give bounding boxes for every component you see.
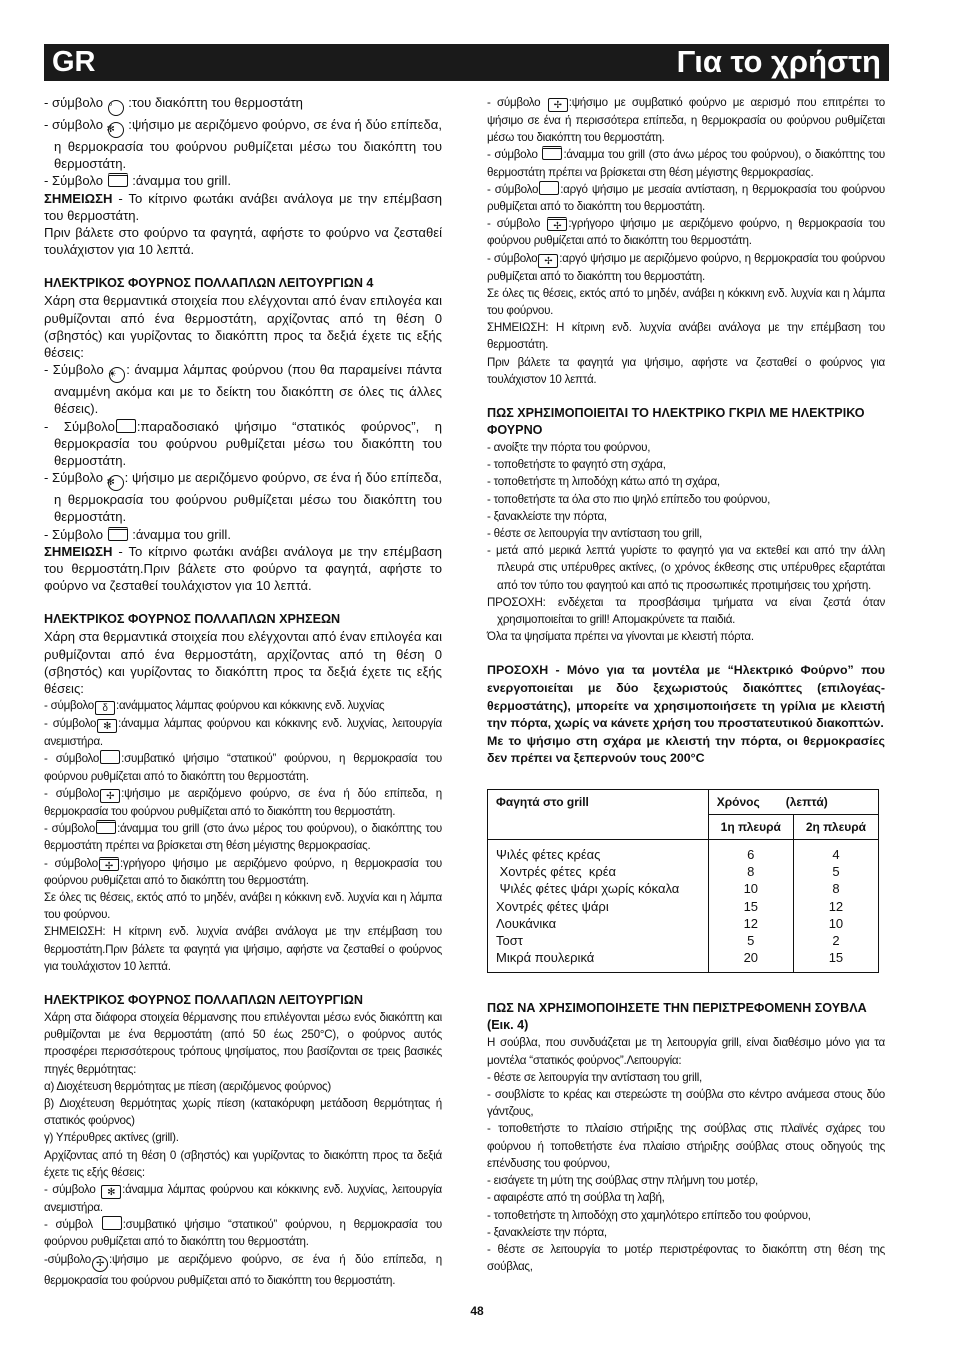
list-item: -σύμβολο ✢ :ψήσιμο με αεριζόμενο φούρνο, σε ένα ή δύο επίπεδα, η θερμοκρασία του φούρνου ρυθμίζεται από το διακόπτη του θερμοστάτη. — [44, 1252, 442, 1287]
fan-icon: ✻ — [97, 719, 117, 733]
list-item: - σύμβολ :συμβατικό ψήσιμο “στατικού” φούρνου, η θερμοκρασία του φούρνου ρυθμίζεται από το διακόπτη του θερμοστάτη. — [44, 1218, 443, 1249]
table-header-side2: 2η πλευρά — [793, 815, 878, 840]
list-item: - σύμβολο :αργό ψήσιμο με μεσαία αντίσταση, η θερμοκρασία του φούρνου ρυθμίζεται από το διακόπτη του θερμοστάτη. — [487, 182, 885, 214]
list-item: - τοποθετήστε τη λιποδόχη στο χαμηλότερο επίπεδο του φούρνου, — [487, 1208, 811, 1222]
table-row: Ψιλές φέτες ψάρι χωρίς κόκαλα 10 8 — [488, 880, 879, 897]
list-item: - Σύμβολο ☀ : άναμμα λάμπας φούρνου (που θα παραμείνει πάντα αναμμένη ακόμα και με το δείκτη του διακόπτη σε όλες τις άλλες θέσεις). — [44, 362, 442, 417]
fan-oven-icon: ✢ — [100, 789, 120, 803]
paragraph: Αρχίζοντας από τη θέση 0 (σβηστός) και γυρίζοντας το διακόπτη προς τα δεξιά έχετε τις εξής θέσεις: — [44, 1148, 442, 1179]
list-item: - τοποθετήστε το φαγητό στη σχάρα, — [487, 458, 666, 472]
paragraph: Χάρη στα διάφορα στοιχεία θέρμανσης που επιλέγονται μέσω ενός διακόπτη και ρυθμίζονται με ένα θερμοστάτη (από 50 έως 250°C), ο φούρνος αυτός προσφέρει περισσότερους τρόπους ψησίματος, που βασίζονται σε τρεις βασικές πηγές θερμότητας: — [44, 1010, 442, 1076]
list-item: - αφαιρέστε από τη σούβλα τη λαβή, — [487, 1191, 665, 1205]
list-item: - θέστε σε λειτουργία την αντίσταση του grill, — [487, 1070, 702, 1084]
section-heading: ΗΛΕΚΤΡΙΚΟΣ ΦΟΥΡΝΟΣ ΠΟΛΛΑΠΛΩΝ ΛΕΙΤΟΥΡΓΙΩΝ — [44, 992, 363, 1007]
left-column — [44, 94, 442, 1289]
list-item: - σύμβολο ✢ :ψήσιμο με αεριζόμενο φούρνο, σε ένα ή δύο επίπεδα, η θερμοκρασία του φούρνου ρυθμίζεται από το διακόπτη του θερμοστάτη. — [44, 786, 442, 818]
lamp-icon: ☀ — [109, 367, 125, 383]
paragraph: - σύμβολο ✻ :ψήσιμο με αεριζόμενο φούρνο, σε ένα ή δύο επίπεδα, η θερμοκρασία του φούρνου ρυθμίζεται μέσω του διακόπτη του θερμοστάτη. — [44, 117, 443, 172]
slow-fan-oven-icon: ✢ — [538, 254, 558, 268]
caution-paragraph: ΠΡΟΣΟΧΗ: ενδέχεται τα προσβάσιμα τμήματα να είναι ζεστά όταν χρησιμοποιείται το grill! Απομακρύνετε τα παιδιά. — [487, 595, 885, 627]
paragraph: Σε όλες τις θέσεις, εκτός από το μηδέν, ανάβει η κόκκινη ενδ. λυχνία και η λάμπα του φούρνου. — [487, 286, 885, 318]
list-item: - σύμβολο ✢ :ψήσιμο με συμβατικό φούρνο με αερισμό που επιτρέπει το ψήσιμο σε ένα ή περισσότερα επίπεδα, η θερμοκρασία ου φούρνου ρυθμίζεται μέσω του διακόπτη του θερμοστάτη. — [487, 96, 885, 145]
list-item: - Σύμβολο :παραδοσιακό ψήσιμο “στατικός φούρνος”, η θερμοκρασία του φούρνου ρυθμίζεται μέσω του διακόπτη του θερμοστάτη. — [44, 418, 442, 469]
note-paragraph: ΣΗΜΕΙΩΣΗ - Το κίτρινο φωτάκι ανάβει ανάλογα με την επέμβαση του θερμοστάτη.Πριν βάλετε στο φούρνο τα φαγητά, αφήστε το φούρνο να ζεσταθεί τουλάχιστον για 10 λεπτά. — [44, 543, 442, 594]
section-heading: ΠΩΣ ΝΑ ΧΡΗΣΙΜΟΠΟΙΗΣΕΤΕ ΤΗΝ ΠΕΡΙΣΤΡΕΦΟΜΕΝΗ ΣΟΥΒΛΑ (Εικ. 4) — [487, 1001, 867, 1033]
section-heading: ΠΩΣ ΧΡΗΣΙΜΟΠΟΙΕΙΤΑΙ ΤΟ ΗΛΕΚΤΡΙΚΟ ΓΚΡΙΛ ΜΕ ΗΛΕΚΤΡΙΚΟ ΦΟΥΡΝΟ — [487, 406, 865, 438]
fan-oven-icon: ✢ — [92, 1256, 108, 1272]
table-row: Χοντρές φέτες κρέα 8 5 — [488, 863, 879, 880]
list-item: - σουβλίστε το κρέας και στερεώστε τη σούβλα στο κέντρο ανάμεσα στους δύο γάντζους, — [487, 1088, 885, 1119]
list-item: - θέστε σε λειτουργία την αντίσταση του grill, — [487, 527, 702, 541]
list-item: β) Διοχέτευση θερμότητας χωρίς πίεση (κατακόρυφη μετάδοση θερμότητας ή στατικός φούρνος) — [44, 1096, 442, 1128]
paragraph: Σε όλες τις θέσεις, εκτός από το μηδέν, ανάβει η κόκκινη ενδ. λυχνία και η λάμπα του φούρνου. — [44, 890, 442, 922]
spit-steps — [487, 1069, 885, 1275]
page-title: Για το χρήστη — [676, 44, 881, 79]
paragraph: Χάρη στα θερμαντικά στοιχεία που ελέγχονται από έναν επιλογέα και ρυθμίζονται από ένα θερμοστάτη, αρχίζοντας από τη θέση 0 (σβηστός) και γυρίζοντας το διακόπτη προς τα δεξιά έχετε τις εξής θέσεις: — [44, 293, 442, 361]
grill-icon — [108, 173, 128, 187]
list-item: - σύμβολο ✢ :γρήγορο ψήσιμο με αεριζόμενο φούρνο, η θερμοκρασία του φούρνου ρυθμίζεται από το διακόπτη του θερμοστάτη. — [44, 856, 442, 887]
fast-fan-oven-icon: ✢ — [99, 857, 119, 871]
section-heading: ΗΛΕΚΤΡΙΚΟΣ ΦΟΥΡΝΟΣ ΠΟΛΛΑΠΛΩΝ ΧΡΗΣΕΩΝ — [44, 612, 341, 627]
grill-icon — [108, 527, 128, 541]
table-row: Χοντρές φέτες ψάρι 15 12 — [488, 898, 879, 915]
list-item: - σύμβολο ✢ :αργό ψήσιμο με αεριζόμενο φούρνο, η θερμοκρασία του φούρνου ρυθμίζεται από το διακόπτη του θερμοστάτη. — [487, 251, 885, 283]
table-header-side1: 1η πλευρά — [708, 815, 793, 840]
static-oven-icon — [100, 750, 120, 764]
list-item: - σύμβολο ✻ :άναμμα λάμπας φούρνου και κόκκινης ενδ. λυχνίας, λειτουργία ανεμιστήρα. — [44, 1182, 442, 1214]
grill-times-table — [487, 789, 879, 973]
bottom-heat-icon — [539, 181, 559, 195]
section-heading: ΗΛΕΚΤΡΙΚΟΣ ΦΟΥΡΝΟΣ ΠΟΛΛΑΠΛΩΝ ΛΕΙΤΟΥΡΓΙΩΝ 4 — [44, 276, 374, 291]
list-item: - τοποθετήστε τα όλα στο πιο ψηλό επίπεδο του φούρνου, — [487, 492, 771, 506]
table-row: Λουκάνικα 12 10 — [488, 915, 879, 932]
static-oven-icon — [102, 1216, 122, 1230]
list-item: - τοποθετήστε το πλαίσιο στήριξης της σούβλας στις πλαϊνές σχάρες του φούρνου ή τοποθετήστε ένα πλαίσιο στήριξης σούβλας στους οδηγούς της επένδυσης του φούρνου, — [487, 1122, 885, 1170]
paragraph: Η σούβλα, που συνδυάζεται με τη λειτουργία grill, είναι διαθέσιμο μόνο για τα μοντέλα “στατικός φούρνος”.Λειτουργία: — [487, 1036, 885, 1067]
list-item: - ανοίξτε την πόρτα του φούρνου, — [487, 441, 651, 455]
list-item: α) Διοχέτευση θερμότητας με πίεση (αεριζόμενος φούρνος) — [44, 1079, 331, 1093]
page-number: 48 — [470, 1304, 484, 1318]
grill-icon — [542, 146, 562, 160]
lamp-icon: δ — [95, 701, 115, 715]
list-item: - σύμβολο :άναμμα του grill (στο άνω μέρος του φούρνου), ο διακόπτης του θερμοστάτη πρέπει να βρίσκεται στη θέση μέγιστης θερμοκρασίας. — [487, 148, 885, 179]
fan-oven-icon: ✻ — [108, 475, 124, 491]
list-item: - εισάγετε τη μύτη της σούβλας στην πλήμνη του μοτέρ, — [487, 1174, 759, 1188]
language-code: GR — [52, 46, 96, 78]
note-paragraph: ΣΗΜΕΙΩΣΗ - Το κίτρινο φωτάκι ανάβει ανάλογα με την επέμβαση του θερμοστάτη. — [44, 190, 442, 223]
list-item: - τοποθετήστε τη λιποδόχη κάτω από τη σχάρα, — [487, 475, 720, 489]
list-item: - θέστε σε λειτουργία το μοτέρ περιστρέφοντας το διακόπτη στη θέση της σούβλας, — [487, 1242, 885, 1274]
list-item: - σύμβολο δ :ανάμματος λάμπας φούρνου και κόκκινης ενδ. λυχνίας — [44, 699, 385, 715]
list-item: - Σύμβολο ✻ : ψήσιμο με αεριζόμενο φούρνο, σε ένα ή δύο επίπεδα, η θερμοκρασία του φούρνου ρυθμίζεται μέσω του διακόπτη του θερμοστάτη. — [44, 470, 442, 525]
warning-paragraph: ΠΡΟΣΟΧΗ - Μόνο για τα μοντέλα με “Ηλεκτρικό Φούρνο” που ενεργοποιείται με δύο ξεχωριστούς διακόπτες (επιλογέας-θερμοστάτης), μπορείτε να χρησιμοποιήσετε τη γρίλια με κλειστή την πόρτα, χωρίς να κάνετε χρήση του προστατευτικού διακοπτών. — [487, 663, 885, 731]
list-item: - σύμβολο :άναμμα του grill (στο άνω μέρος του φούρνου), ο διακόπτης του θερμοστάτη πρέπει να βρίσκεται στη θέση μέγιστης θερμοκρασίας. — [44, 822, 442, 853]
paragraph: Χάρη στα θερμαντικά στοιχεία που ελέγχονται από έναν επιλογέα και ρυθμίζονται από ένα θερμοστάτη, αρχίζοντας από τη θέση 0 (σβηστός) και γυρίζοντας το διακόπτη προς τα δεξιά έχετε τις εξής θέσεις: — [44, 629, 442, 697]
page-header — [44, 44, 889, 81]
paragraph: Πριν βάλετε τα φαγητά για ψήσιμο, αφήστε να ζεσταθεί ο φούρνος για τουλάχιστον 10 λεπτά. — [487, 355, 885, 386]
list-item: - σύμβολο ✻ :άναμμα λάμπας φούρνου και κόκκινης ενδ. λυχνίας, λειτουργία ανεμιστήρα. — [44, 717, 442, 749]
list-item: γ) Υπέρυθρες ακτίνες (grill). — [44, 1131, 179, 1145]
list-item: - σύμβολο :συμβατικό ψήσιμο “στατικού” φούρνου, η θερμοκρασία του φούρνου ρυθμίζεται από το διακόπτη του θερμοστάτη. — [44, 752, 442, 783]
warning-paragraph: Με το ψήσιμο στη σχάρα με κλειστή την πόρτα, οι θερμοκρασίες δεν πρέπει να ξεπερνούν τους 200°C — [487, 733, 885, 766]
list-item: - ξανακλείστε την πόρτα, — [487, 1225, 607, 1239]
grill-steps — [487, 439, 885, 594]
note-paragraph: ΣΗΜΕΙΩΣΗ: Η κίτρινη ενδ. λυχνία ανάβει ανάλογα με την επέμβαση του θερμοστάτη.Πριν βάλετε τα φαγητά για ψήσιμο, αφήστε να ζεσταθεί ο φούρνος για τουλάχιστον 10 λεπτά. — [44, 925, 442, 973]
note-paragraph: ΣΗΜΕΙΩΣΗ: Η κίτρινη ενδ. λυχνία ανάβει ανάλογα με την επέμβαση του θερμοστάτη. — [487, 321, 885, 352]
fast-fan-oven-icon: ✢ — [547, 217, 567, 231]
thermostat-icon: ° — [108, 100, 124, 116]
paragraph: - σύμβολο ° :του διακόπτη του θερμοστάτη — [44, 94, 442, 116]
paragraph: Πριν βάλετε στο φούρνο τα φαγητά, αφήστε το φούρνο να ζεσταθεί τουλάχιστον για 10 λεπτά. — [44, 225, 442, 258]
table-header-time: Χρόνος (λεπτά) — [708, 790, 878, 815]
paragraph: Όλα τα ψησίματα πρέπει να γίνονται με κλειστή πόρτα. — [487, 630, 754, 644]
paragraph: - Σύμβολο :άναμμα του grill. — [44, 173, 231, 189]
table-row: Μικρά πουλερικά 20 15 — [488, 949, 879, 973]
table-header-food: Φαγητά στο grill — [488, 790, 709, 840]
static-oven-icon — [116, 419, 136, 433]
table-row: Τοστ 5 2 — [488, 932, 879, 949]
fan-oven-icon: ✢ — [548, 98, 568, 112]
right-column — [487, 94, 885, 1275]
grill-icon — [96, 820, 116, 834]
list-item: - Σύμβολο :άναμμα του grill. — [44, 526, 231, 542]
fan-oven-icon: ✻ — [108, 122, 124, 138]
list-item: - μετά από μερικά λεπτά γυρίστε το φαγητό για να εκτεθεί και από την άλλη πλευρά στις υπέρυθρες ακτίνες, (ο χρόνος έκθεσης στις υπέρυθρες εξαρτάται από τον τύπο του φαγητού και από τις προσωπικές προτιμήσεις του χρήστη. — [487, 544, 885, 592]
list-item: - ξανακλείστε την πόρτα, — [487, 509, 607, 523]
list-item: - σύμβολο ✢ :γρήγορο ψήσιμο με αεριζόμενο φούρνο, η θερμοκρασία του φούρνου ρυθμίζεται από το διακόπτη του θερμοστάτη. — [487, 217, 886, 248]
fan-icon: ✻ — [101, 1185, 121, 1199]
table-row: Ψιλές φέτες κρέας 6 4 — [488, 840, 879, 864]
